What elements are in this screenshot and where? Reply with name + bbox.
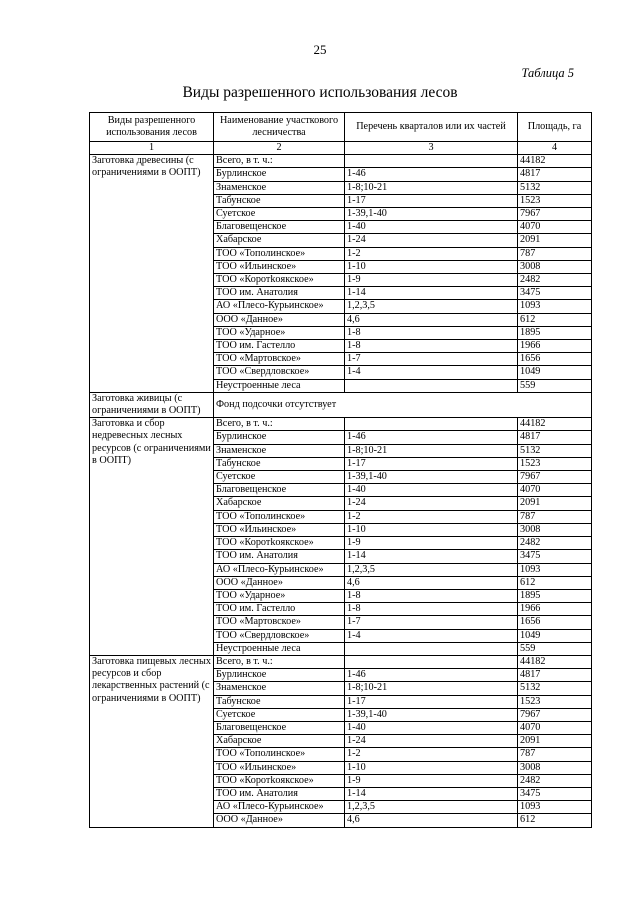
quarters-cell [345,655,518,668]
district-cell: Табунское [214,194,345,207]
quarters-cell: 1-8 [345,603,518,616]
district-cell: ТОО «Тополинское» [214,748,345,761]
quarters-cell: 1-2 [345,510,518,523]
district-cell: АО «Плесо-Курьинское» [214,801,345,814]
quarters-cell: 1-39,1-40 [345,471,518,484]
quarters-cell: 1-4 [345,366,518,379]
quarters-cell: 1-4 [345,629,518,642]
quarters-cell: 1-9 [345,774,518,787]
district-cell: ТОО им. Гастелло [214,603,345,616]
district-cell: ТОО «Ударное» [214,589,345,602]
quarters-cell: 1-7 [345,616,518,629]
quarters-cell: 4,6 [345,814,518,827]
district-cell: Благовещенское [214,484,345,497]
district-cell: ООО «Данное» [214,313,345,326]
district-cell: ТОО «Коротkoякское» [214,537,345,550]
quarters-cell: 1-24 [345,234,518,247]
area-cell: 44182 [518,418,592,431]
district-cell: ТОО «Тополинское» [214,247,345,260]
quarters-cell [345,642,518,655]
area-cell: 4817 [518,431,592,444]
area-cell: 787 [518,510,592,523]
area-cell: 1049 [518,366,592,379]
quarters-cell: 1-8 [345,340,518,353]
area-cell: 3008 [518,523,592,536]
area-cell: 4070 [518,221,592,234]
district-cell: ТОО «Свердловское» [214,366,345,379]
column-number-row [90,142,592,155]
quarters-cell: 1-40 [345,721,518,734]
use-type-cell: Заготовка и сбор недревесных лесных ресурсов (с ограничениями в ООПТ) [90,418,214,656]
quarters-cell: 1,2,3,5 [345,300,518,313]
district-cell: Всего, в т. ч.: [214,655,345,668]
quarters-cell: 1-46 [345,669,518,682]
district-cell: Суетское [214,708,345,721]
quarters-cell: 1-40 [345,484,518,497]
quarters-cell: 1,2,3,5 [345,563,518,576]
table-label: Таблица 5 [521,66,574,80]
district-cell: Всего, в т. ч.: [214,155,345,168]
area-cell: 3475 [518,287,592,300]
header-cell-district: Наименование участкового лесничества [214,113,345,142]
district-cell: Табунское [214,457,345,470]
quarters-cell: 1-14 [345,287,518,300]
area-cell: 2091 [518,497,592,510]
area-cell: 787 [518,247,592,260]
district-cell: Бурлинское [214,431,345,444]
table-body [90,155,592,827]
area-cell: 2091 [518,735,592,748]
district-cell: ТОО им. Гастелло [214,340,345,353]
quarters-cell: 1-17 [345,457,518,470]
table-row [90,655,592,668]
quarters-cell: 1-10 [345,260,518,273]
district-cell: ТОО им. Анатолия [214,550,345,563]
area-cell: 3475 [518,787,592,800]
header-cell-quarters: Перечень кварталов или их частей [345,113,518,142]
district-cell: Хабарское [214,497,345,510]
area-cell: 3008 [518,260,592,273]
district-cell: Знаменское [214,682,345,695]
district-cell: ТОО им. Анатолия [214,787,345,800]
district-cell: Всего, в т. ч.: [214,418,345,431]
quarters-cell: 1-7 [345,353,518,366]
district-cell: ТОО «Мартовское» [214,353,345,366]
area-cell: 1966 [518,603,592,616]
district-cell: ТОО «Мартовское» [214,616,345,629]
quarters-cell: 1-9 [345,537,518,550]
quarters-cell: 1-17 [345,695,518,708]
district-cell: Благовещенское [214,721,345,734]
district-cell: Неустроенные леса [214,379,345,392]
district-cell: ТОО «Свердловское» [214,629,345,642]
district-cell: ТОО «Ильинское» [214,260,345,273]
district-cell: АО «Плесо-Курьинское» [214,300,345,313]
district-cell: Табунское [214,695,345,708]
district-cell: ТОО «Тополинское» [214,510,345,523]
area-cell: 44182 [518,655,592,668]
quarters-cell: 1-40 [345,221,518,234]
area-cell: 1895 [518,589,592,602]
area-cell: 7967 [518,208,592,221]
district-cell: Благовещенское [214,221,345,234]
header-row [90,113,592,142]
area-cell: 787 [518,748,592,761]
quarters-cell: 1-14 [345,787,518,800]
district-cell: Знаменское [214,181,345,194]
group-note-cell: Фонд подсочки отсутствует [214,392,592,417]
area-cell: 4070 [518,721,592,734]
district-cell: Суетское [214,208,345,221]
area-cell: 559 [518,379,592,392]
column-number: 2 [214,142,345,155]
quarters-cell: 1-39,1-40 [345,708,518,721]
area-cell: 1093 [518,300,592,313]
district-cell: Бурлинское [214,669,345,682]
quarters-cell: 1-8;10-21 [345,682,518,695]
quarters-cell: 1-14 [345,550,518,563]
area-cell: 4817 [518,669,592,682]
quarters-cell: 1-46 [345,431,518,444]
quarters-cell: 1,2,3,5 [345,801,518,814]
table-row [90,392,592,417]
area-cell: 5132 [518,444,592,457]
quarters-cell [345,379,518,392]
quarters-cell: 1-9 [345,274,518,287]
area-cell: 1656 [518,353,592,366]
district-cell: ООО «Данное» [214,814,345,827]
header-cell-type: Виды разрешенного использования лесов [90,113,214,142]
column-number: 3 [345,142,518,155]
area-cell: 612 [518,576,592,589]
column-number: 4 [518,142,592,155]
district-cell: ООО «Данное» [214,576,345,589]
area-cell: 2482 [518,774,592,787]
quarters-cell: 1-8;10-21 [345,181,518,194]
area-cell: 1093 [518,563,592,576]
quarters-cell: 1-39,1-40 [345,208,518,221]
district-cell: ТОО «Коротkoякское» [214,274,345,287]
area-cell: 3475 [518,550,592,563]
area-cell: 1049 [518,629,592,642]
district-cell: Хабарское [214,735,345,748]
area-cell: 1523 [518,457,592,470]
quarters-cell [345,418,518,431]
area-cell: 1093 [518,801,592,814]
page-number: 25 [313,42,327,57]
quarters-cell: 1-24 [345,497,518,510]
quarters-cell: 1-2 [345,247,518,260]
area-cell: 4070 [518,484,592,497]
column-number: 1 [90,142,214,155]
quarters-cell: 1-2 [345,748,518,761]
area-cell: 612 [518,814,592,827]
table-row [90,155,592,168]
district-cell: ТОО им. Анатолия [214,287,345,300]
quarters-cell: 4,6 [345,313,518,326]
quarters-cell: 1-10 [345,761,518,774]
district-cell: Хабарское [214,234,345,247]
forest-use-table [89,112,592,828]
quarters-cell: 1-8 [345,589,518,602]
quarters-cell: 1-24 [345,735,518,748]
quarters-cell: 1-8;10-21 [345,444,518,457]
district-cell: Бурлинское [214,168,345,181]
use-type-cell: Заготовка пищевых лесных ресурсов и сбор лекарственных растений (с ограничениями в ООПТ) [90,655,214,827]
district-cell: АО «Плесо-Курьинское» [214,563,345,576]
area-cell: 2091 [518,234,592,247]
use-type-cell: Заготовка древесины (с ограничениями в ООПТ) [90,155,214,393]
district-cell: Знаменское [214,444,345,457]
district-cell: ТОО «Коротkoякское» [214,774,345,787]
quarters-cell: 1-46 [345,168,518,181]
area-cell: 1895 [518,326,592,339]
area-cell: 5132 [518,682,592,695]
quarters-cell: 1-17 [345,194,518,207]
area-cell: 3008 [518,761,592,774]
area-cell: 44182 [518,155,592,168]
area-cell: 612 [518,313,592,326]
area-cell: 7967 [518,708,592,721]
area-cell: 1523 [518,194,592,207]
area-cell: 2482 [518,537,592,550]
district-cell: ТОО «Ильинское» [214,523,345,536]
district-cell: Суетское [214,471,345,484]
header-cell-area: Площадь, га [518,113,592,142]
table-row [90,418,592,431]
quarters-cell [345,155,518,168]
quarters-cell: 4,6 [345,576,518,589]
area-cell: 7967 [518,471,592,484]
area-cell: 4817 [518,168,592,181]
quarters-cell: 1-10 [345,523,518,536]
area-cell: 5132 [518,181,592,194]
area-cell: 559 [518,642,592,655]
area-cell: 1966 [518,340,592,353]
page-title: Виды разрешенного использования лесов [182,84,458,101]
area-cell: 2482 [518,274,592,287]
district-cell: ТОО «Ильинское» [214,761,345,774]
area-cell: 1523 [518,695,592,708]
district-cell: Неустроенные леса [214,642,345,655]
district-cell: ТОО «Ударное» [214,326,345,339]
use-type-cell: Заготовка живицы (с ограничениями в ООПТ) [90,392,214,417]
area-cell: 1656 [518,616,592,629]
quarters-cell: 1-8 [345,326,518,339]
